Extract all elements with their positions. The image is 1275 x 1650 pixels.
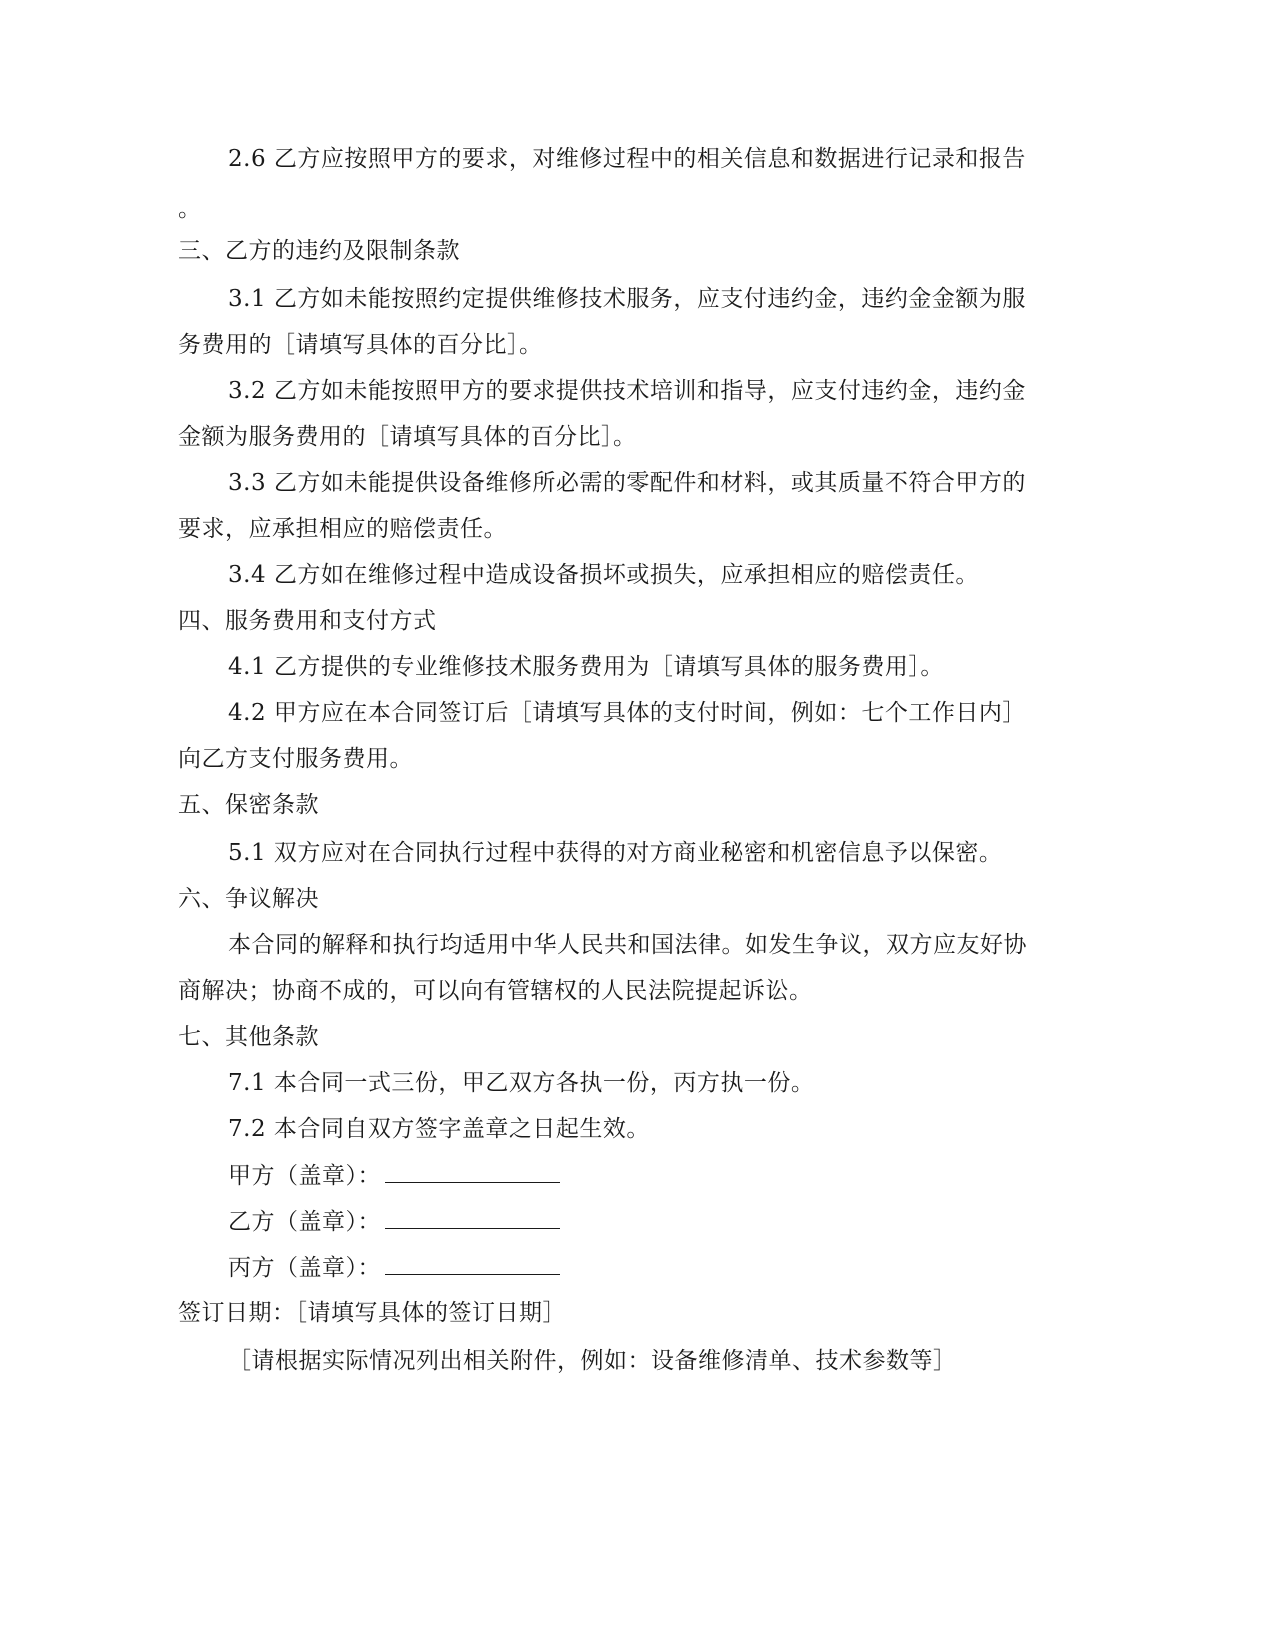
signature-party-c-blank <box>385 1252 560 1275</box>
clause-2-6-line-2: 。 <box>178 196 202 222</box>
signature-party-c <box>228 1252 560 1283</box>
clause-2-6-line-1: 2.6 乙方应按照甲方的要求，对维修过程中的相关信息和数据进行记录和报告 <box>228 146 1026 172</box>
section-5-heading: 五、保密条款 <box>178 792 319 818</box>
clause-4-2-line-2: 向乙方支付服务费用。 <box>178 746 413 772</box>
dispute-line-2: 商解决；协商不成的，可以向有管辖权的人民法院提起诉讼。 <box>178 978 813 1004</box>
section-6-heading: 六、争议解决 <box>178 886 319 912</box>
signature-party-a-blank <box>385 1160 560 1183</box>
section-4-heading: 四、服务费用和支付方式 <box>178 608 437 634</box>
clause-4-1-line-1: 4.1 乙方提供的专业维修技术服务费用为［请填写具体的服务费用］。 <box>228 654 944 680</box>
signature-party-b <box>228 1206 560 1237</box>
signature-party-c-label: 丙方（盖章）： <box>228 1255 381 1281</box>
attachment-note: ［请根据实际情况列出相关附件，例如：设备维修清单、技术参数等］ <box>228 1348 957 1374</box>
clause-5-1-line-1: 5.1 双方应对在合同执行过程中获得的对方商业秘密和机密信息予以保密。 <box>228 840 1003 866</box>
signature-party-a <box>228 1160 560 1191</box>
clause-7-2-line-1: 7.2 本合同自双方签字盖章之日起生效。 <box>228 1116 650 1142</box>
clause-3-2-line-1: 3.2 乙方如未能按照甲方的要求提供技术培训和指导，应支付违约金，违约金 <box>228 378 1026 404</box>
signature-party-b-label: 乙方（盖章）： <box>228 1209 381 1235</box>
dispute-line-1: 本合同的解释和执行均适用中华人民共和国法律。如发生争议，双方应友好协 <box>228 932 1027 958</box>
section-7-heading: 七、其他条款 <box>178 1024 319 1050</box>
clause-4-2-line-1: 4.2 甲方应在本合同签订后［请填写具体的支付时间，例如：七个工作日内］ <box>228 700 1026 726</box>
clause-7-1-line-1: 7.1 本合同一式三份，甲乙双方各执一份，丙方执一份。 <box>228 1070 815 1096</box>
clause-3-1-line-2: 务费用的［请填写具体的百分比］。 <box>178 332 543 358</box>
clause-3-3-line-1: 3.3 乙方如未能提供设备维修所必需的零配件和材料，或其质量不符合甲方的 <box>228 470 1026 496</box>
signature-party-a-label: 甲方（盖章）： <box>228 1163 381 1189</box>
signature-party-b-blank <box>385 1206 560 1229</box>
clause-3-3-line-2: 要求，应承担相应的赔偿责任。 <box>178 516 507 542</box>
clause-3-2-line-2: 金额为服务费用的［请填写具体的百分比］。 <box>178 424 637 450</box>
clause-3-4-line-1: 3.4 乙方如在维修过程中造成设备损坏或损失，应承担相应的赔偿责任。 <box>228 562 979 588</box>
clause-3-1-line-1: 3.1 乙方如未能按照约定提供维修技术服务，应支付违约金，违约金金额为服 <box>228 286 1026 312</box>
section-3-heading: 三、乙方的违约及限制条款 <box>178 238 460 264</box>
sign-date: 签订日期：［请填写具体的签订日期］ <box>178 1300 566 1326</box>
